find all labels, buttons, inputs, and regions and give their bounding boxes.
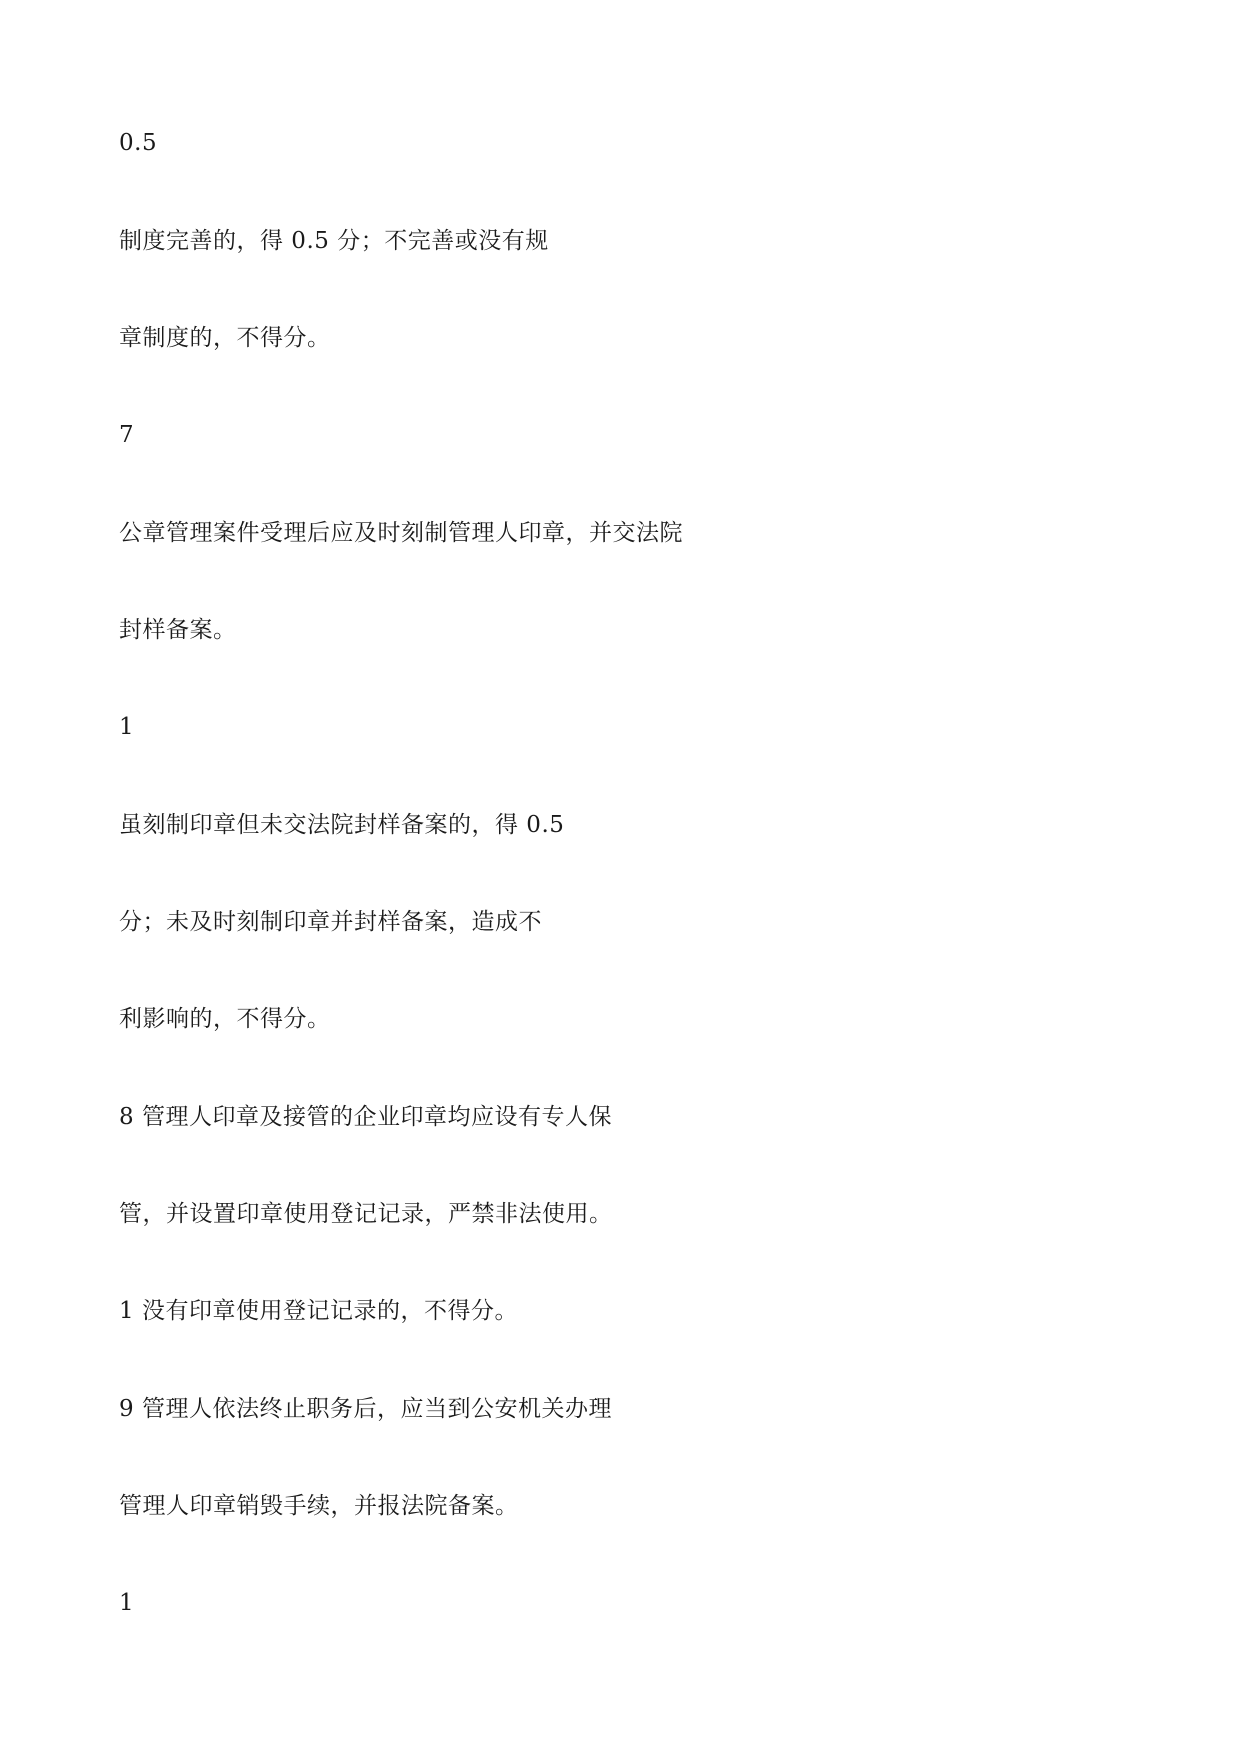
text-line: 章制度的，不得分。 <box>119 325 331 351</box>
text-line: 1 没有印章使用登记记录的，不得分。 <box>119 1298 518 1324</box>
text-line: 公章管理案件受理后应及时刻制管理人印章，并交法院 <box>119 520 683 546</box>
text-line: 9 管理人依法终止职务后，应当到公安机关办理 <box>119 1396 612 1422</box>
text-line: 利影响的，不得分。 <box>119 1006 331 1032</box>
text-line: 封样备案。 <box>119 617 237 643</box>
text-line: 虽刻制印章但未交法院封样备案的，得 0.5 <box>119 812 565 838</box>
text-line: 8 管理人印章及接管的企业印章均应设有专人保 <box>119 1104 612 1130</box>
text-line: 管理人印章销毁手续，并报法院备案。 <box>119 1493 519 1519</box>
text-line-score: 1 <box>119 714 135 740</box>
text-line-item-number: 7 <box>119 422 135 448</box>
text-line: 制度完善的，得 0.5 分；不完善或没有规 <box>119 228 549 254</box>
text-line-score: 0.5 <box>119 130 158 156</box>
text-line: 分；未及时刻制印章并封样备案，造成不 <box>119 909 542 935</box>
text-line-score: 1 <box>119 1590 135 1616</box>
text-line: 管，并设置印章使用登记记录，严禁非法使用。 <box>119 1201 613 1227</box>
